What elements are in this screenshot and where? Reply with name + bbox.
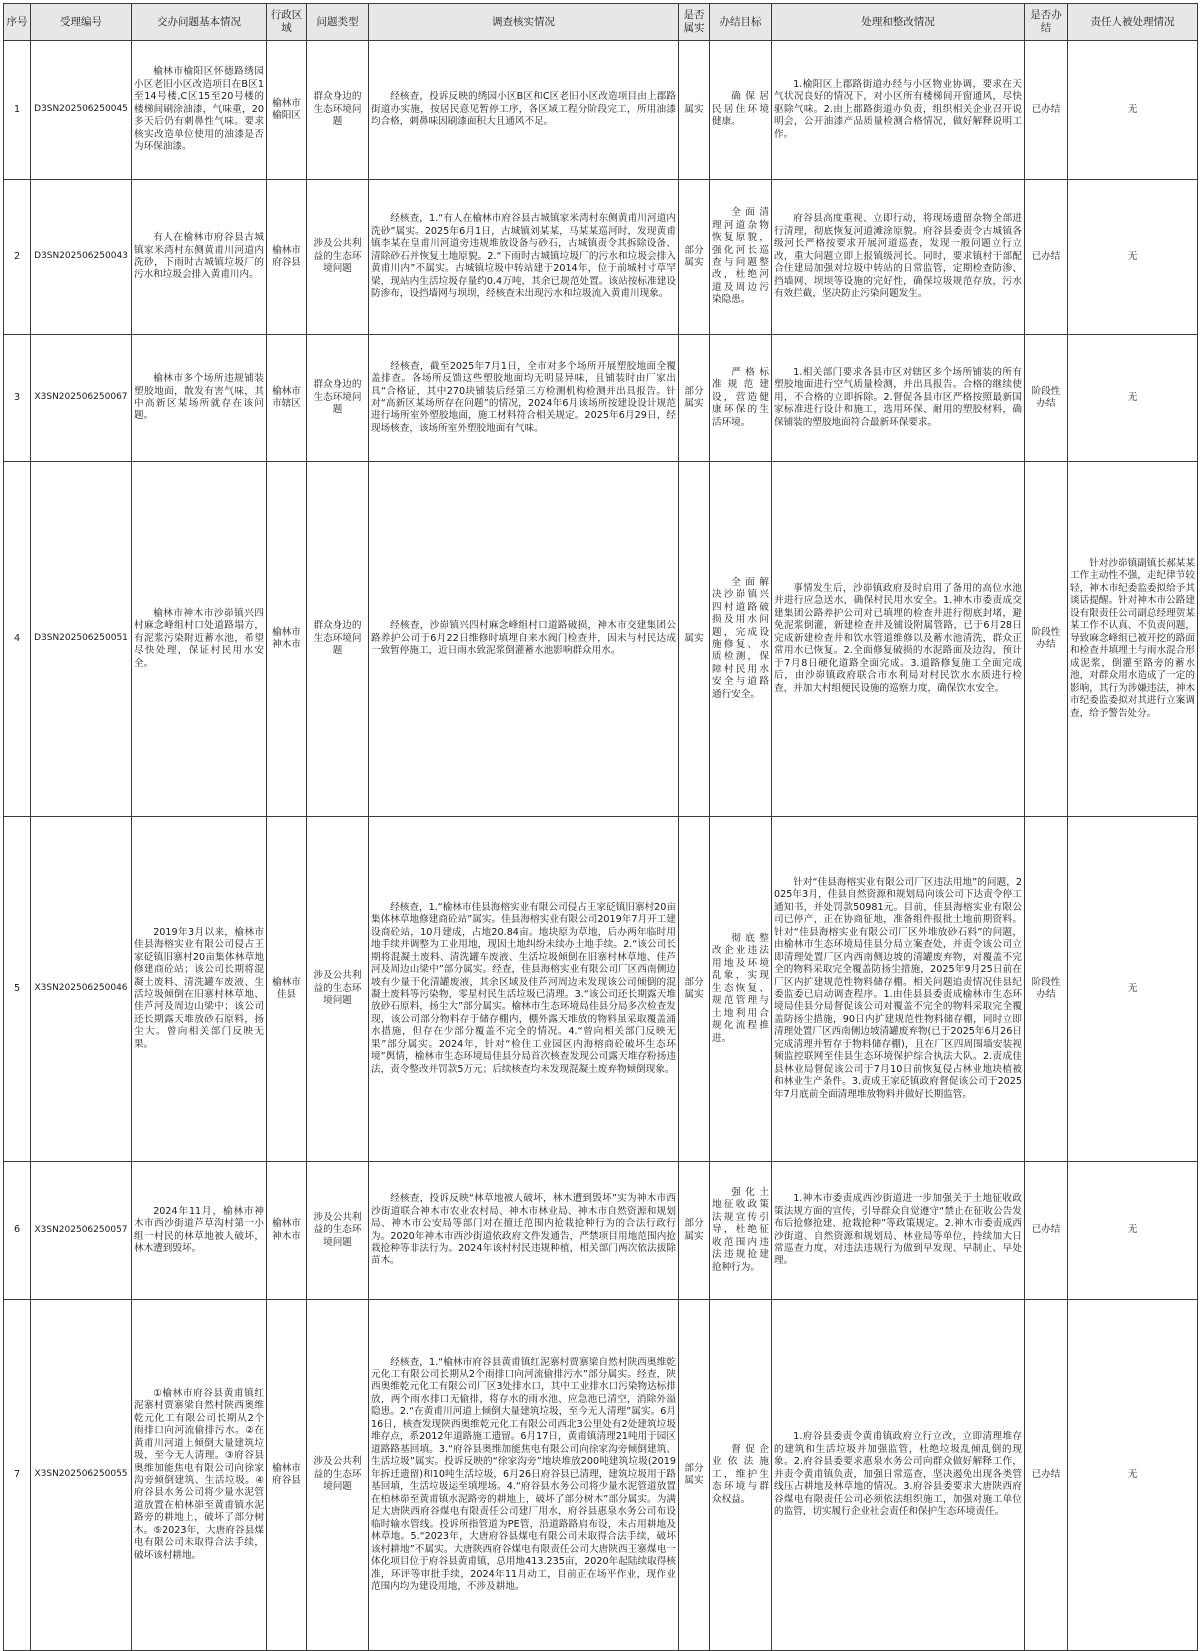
table-row [4,41,1198,180]
punishment: 无 [1068,180,1198,335]
table-row [4,462,1198,817]
case-id: X3SN202506250055 [31,1300,132,1651]
case-table [3,3,1198,1651]
row-number: 6 [4,1162,31,1300]
admin-area: 榆林市佳县 [267,817,307,1162]
row-number: 3 [4,335,31,462]
rectification: 1.神木市委责成西沙街道进一步加强关于土地征收政策法规方面的宣传，引导群众自觉遵守“禁止在征收公告发布后抢修抢建、抢栽抢种”等政策规定。2.神木市委责成西沙街道、自然资源和规划局、林业局等单位，持续加大日常巡查力度，对违法违规行为做到早发现、早制止、早处理。 [772,1162,1025,1300]
is-done: 阶段性办结 [1025,462,1068,817]
investigation-result: 经核查，投诉反映“林草地被人破坏，林木遭到毁坏”实为神木市西沙街道联合神木市农业农村局、神木市林业局、神木市自然资源和规划局、神木市公安局等部门对在擅迁范围内抢栽抢种行为的合法行政行为。2020年神木市西沙街道依政府文件发通告，严禁项目用地范围内抢栽抢种等非法行为。2024年该村村民违规种植，相关部门两次依法拔除苗木。 [369,1162,679,1300]
header-goal: 办结目标 [710,4,772,41]
is-done: 已办结 [1025,41,1068,180]
header-type: 问题类型 [307,4,369,41]
rectification: 府谷县高度重视、立即行动，将现场遗留杂物全部进行清理，彻底恢复河道滩涂原貌。府谷县委责令古城镇各级河长严格按要求开展河道巡查，发现一般问题立行立改，重大问题立即上报镇级河长。同时，要求镇村干部配合住建局加强对垃圾中转站的日常监管，定期检查防渗、挡墙网、坝坝等设施的完好性，确保垃圾规范存放，污水有效拦截，坚决防止污染问题发生。 [772,180,1025,335]
investigation-result: 经核查，1.“有人在榆林市府谷县古城镇家米湾村东侧黄甫川河道内洗砂”属实。2025年6月1日，古城镇刘某某，马某某巡河时，发现黄甫镇李某在皇甫川河道旁违规堆放设备与砂石，古城镇责令其拆除设备、清除砂石并恢复土地原貌。2.“下雨时古城镇垃圾厂的污水和垃圾会排入黄甫川内”不属实。古城镇垃圾中转站建于2014年，位于前城村寸草罕梁，现站内生活垃圾存量约0.4万吨，其余已规范处置。该站按标准建设防渗布，设挡墙网与坝坝，经核查未出现污水和垃圾流入黄甫川现象。 [369,180,679,335]
punishment: 无 [1068,335,1198,462]
investigation-result: 经核查，1.“榆林市府谷县黄甫镇红泥寨村贾寨梁自然村陕西奥维乾元化工有限公司长期从2个雨排口向河流偷排污水”部分属实。经查，陕西奥维乾元化工有限公司厂区3处排水口，其中工业排水口污染物达标排放，两个雨水排口无偷排，将存水的雨水池、应急池已清空，消除外溢隐患。2.“在黄甫川河道上倾倒大量建筑垃圾，至今无人清理”属实。6月16日，核查发现陕西奥维乾元化工有限公司西北3公里处有2处建筑垃圾堆存点，系2012年道路施工遗留。6月17日，黄甫镇清理21吨用于园区道路路基回填。3.“府谷县奥维加能焦电有限公司向徐家沟旁倾倒建筑、生活垃圾”属实。投诉反映的“徐家沟旁”地块堆放200吨建筑垃圾(2019年拆迁遗留)和10吨生活垃圾，6月26日府谷县已清理，建筑垃圾用于路基回填，生活垃圾运至填埋场。4.“府谷县水务公司将少量水泥管道放置在柏林峁至黄甫镇水泥路旁的耕地上，破坏了部分树木”部分属实。为满足大唐陕西府谷煤电有限责任公司建厂用水，府谷县惠泉水务公司布设临时输水管线。投诉所指管道为PE管，沿道路路肩布设，未占用耕地及林草地。5.“2023年，大唐府谷县煤电有限公司未取得合法手续，破坏该村耕地”不属实。大唐陕西府谷煤电有限责任公司大唐陕西王寨煤电一体化项目位于府谷县黄甫镇，总用地413.235亩，2020年起陆续取得核准，环评等审批手续，2024年11月动工，目前正在场平作业，现作业范围内均为建设用地，不涉及耕地。 [369,1300,679,1651]
table-row [4,180,1198,335]
header-row [4,4,1198,41]
header-is-true: 是否属实 [679,4,710,41]
admin-area: 榆林市神木市 [267,462,307,817]
case-id: X3SN202506250046 [31,817,132,1162]
row-number: 4 [4,462,31,817]
completion-goal: 全面清理河道杂物恢复原貌，强化河长巡查与问题整改，杜绝河道及周边污染隐患。 [710,180,772,335]
admin-area: 榆林市榆阳区 [267,41,307,180]
issue-description: 有人在榆林市府谷县古城镇家米湾村东侧黄甫川河道内洗砂，下雨时古城镇垃圾厂的污水和垃圾会排入黄甫川内。 [132,180,267,335]
header-investigation: 调查核实情况 [369,4,679,41]
issue-description: 榆林市榆阳区怀德路绣园小区老旧小区改造项目在B区1至14号楼,C区15至20号楼的楼梯间刷涂油漆，气味重，20多天后仍有刺鼻性气味。要求核实改造单位使用的油漆是否为环保油漆。 [132,41,267,180]
table-row [4,817,1198,1162]
punishment: 无 [1068,1162,1198,1300]
completion-goal: 确保居民居住环境健康。 [710,41,772,180]
header-no: 序号 [4,4,31,41]
row-number: 2 [4,180,31,335]
table-row [4,1300,1198,1651]
issue-type: 涉及公共利益的生态环境问题 [307,1162,369,1300]
investigation-result: 经核查，截至2025年7月1日，全市对多个场所开展塑胶地面全覆盖排查。各场所反馈这些塑胶地面均无明显异味，且铺装时由厂家出具“合格证，其中270块铺装后经第三方检测机构检测并出具报告。针对“高新区某场所存在问题”的情况，2024年6月该场所按建设设计规范进行场所室外塑胶地面，施工材料符合相关规定。2025年6月29日，经现场核查，该场所室外塑胶地面有气味。 [369,335,679,462]
punishment: 无 [1068,817,1198,1162]
header-issue: 交办问题基本情况 [132,4,267,41]
rectification: 针对“佳县海榕实业有限公司厂区违法用地”的问题，2025年3月，佳县自然资源和规划局向该公司下达责令停工通知书，并处罚款50981元。目前，佳县海榕实业有限公司已停产，正在协商征地，准备组件报批土地前期资料。针对“佳县海榕实业有限公司厂区外堆放砂石料”的问题，由榆林市生态环境局佳县分局立案查处，并责令该公司立即清理处置厂区内西南侧边坡的清罐废弃物，对覆盖不完全的物料采取完全覆盖防扬尘措施，2025年9月25日前在厂区内扩建规范性物料储存棚。相关问题追责情况佳县纪委监委已启动调查程序。1.由佳县县委责成榆林市生态环境局佳县分局督促该公司对覆盖不完全的物料采取完全覆盖防扬尘措施，90日内扩建规范性物料储存棚，同时立即清理处置厂区西南侧边坡清罐废弃物(已于2025年6月26日完成清理并暂存于物料储存棚)，且在厂区四周围墙安装视频监控联网至佳县生态环境保护综合执法大队。2.责成佳县林业局督促该公司于7月10日前恢复侵占林业地块植被和林业生产条件。3.责成王家砭镇政府督促该公司于2025年7月底前全面清理堆放物料并做好长期监管。 [772,817,1025,1162]
is-true: 部分属实 [679,817,710,1162]
punishment: 无 [1068,41,1198,180]
is-true: 部分属实 [679,335,710,462]
issue-description: 榆林市神木市沙峁镇兴四村麻念峰组村口处道路塌方，有泥浆污染附近蓄水池，希望尽快处理，保证村民用水安全。 [132,462,267,817]
is-done: 阶段性办结 [1025,817,1068,1162]
rectification: 1.相关部门要求各县市区对辖区多个场所铺装的所有塑胶地面进行空气质量检测，并出具报告。合格的继续使用，不合格的立即拆除。2.督促各县市区严格按照最新国家标准进行设计和施工，选用环保、耐用的塑胶材料，确保铺装的塑胶地面符合最新环保要求。 [772,335,1025,462]
admin-area: 榆林市市辖区 [267,335,307,462]
case-id: X3SN202506250057 [31,1162,132,1300]
completion-goal: 强化土地征收政策法规宣传引导，杜绝征收范围内违法违规抢建抢种行为。 [710,1162,772,1300]
rectification: 1.府谷县委责令黄甫镇政府立行立改，立即清理堆存的建筑和生活垃圾并加强监管，杜绝垃圾乱倾乱倒的现象。2.府谷县委要求惠泉水务公司向群众做好解释工作，并责令黄甫镇负责，加强日常巡查，坚决遏免出现各类管线压占耕地及林草地的情况。3.府谷县委要求大唐陕西府谷煤电有限责任公司必须依法组织施工，加强对施工单位的监管，切实履行企业社会责任和保护生态环境责任。 [772,1300,1025,1651]
issue-description: 榆林市多个场所违规铺装塑胶地面，散发有害气味，其中高新区某场所就存在该问题。 [132,335,267,462]
issue-type: 涉及公共利益的生态环境问题 [307,1300,369,1651]
rectification: 事情发生后，沙峁镇政府及时启用了备用的高位水池并进行应急送水，确保村民用水安全。1.神木市委责成交建集团公路养护公司对已填埋的检查井进行彻底封堵，避免泥浆倒灌，新建检查井及铺设附属管路，已于6月28日完成新建检查井和饮水管道维修以及蓄水池清洗，群众正常用水已恢复。2.全面修复破损的水泥路面及边沟，预计于7月8日硬化道路全面完成。3.道路修复施工全面完成后，由沙峁镇政府联合市水利局对村民饮水水质进行检查，并加大村组便民设施的巡察力度，确保饮水安全。 [772,462,1025,817]
admin-area: 榆林市府谷县 [267,1300,307,1651]
case-id: D3SN202506250043 [31,180,132,335]
header-rectification: 处理和整改情况 [772,4,1025,41]
issue-description: 2024年11月，榆林市神木市西沙街道芦草沟村第一小组一村民的林草地被人破坏，林木遭到毁坏。 [132,1162,267,1300]
issue-type: 群众身边的生态环境问题 [307,41,369,180]
header-is-done: 是否办结 [1025,4,1068,41]
case-id: D3SN202506250051 [31,462,132,817]
row-number: 5 [4,817,31,1162]
is-true: 属实 [679,462,710,817]
is-done: 已办结 [1025,180,1068,335]
issue-type: 群众身边的生态环境问题 [307,335,369,462]
is-done: 已办结 [1025,1162,1068,1300]
issue-type: 涉及公共利益的生态环境问题 [307,180,369,335]
completion-goal: 彻底整改企业违法用地及环境乱象，实现生态恢复、规范管理与土地利用合规化流程推进。 [710,817,772,1162]
completion-goal: 全面解决沙峁镇兴四村道路破损及用水问题，完成设施修复、水质检测，保障村民用水安全与道路通行安全。 [710,462,772,817]
is-true: 部分属实 [679,180,710,335]
is-true: 部分属实 [679,1162,710,1300]
issue-type: 涉及公共利益的生态环境问题 [307,817,369,1162]
investigation-result: 经核查，沙峁镇兴四村麻念峰组村口道路破损，神木市交建集团公路养护公司于6月22日维修时填埋自来水阀门检查井，因未与村民达成一致暂停施工，近日雨水致泥浆倒灌蓄水池影响群众用水。 [369,462,679,817]
punishment: 针对沙峁镇副镇长郝某某工作主动性不强，走纪律节较轻，神木市纪委监委拟给予其谈话提醒。针对神木市公路建设有限责任公司副总经理贺某某工作不认真、不负责问题，导致麻念峰组已被开挖的路面和检查井填埋土与雨水混合形成泥浆，倒灌至路旁的蓄水池，对群众用水造成了一定的影响，其行为涉嫌违法，神木市纪委监委拟对其进行立案调查，给予警告处分。 [1068,462,1198,817]
row-number: 1 [4,41,31,180]
header-case-id: 受理编号 [31,4,132,41]
is-true: 属实 [679,41,710,180]
rectification: 1.榆阳区上郡路街道办经与小区物业协调，要求在天气状况良好的情况下，对小区所有楼梯间开窗通风，尽快驱除气味。2.由上郡路街道办负责，组织相关企业召开说明会，公开油漆产品质量检测合格情况，做好解释说明工作。 [772,41,1025,180]
investigation-result: 经核查，1.“榆林市佳县海榕实业有限公司侵占王家砭镇旧寨村20亩集体林草地修建商砼站”属实。佳县海榕实业有限公司2019年7月开工建设商砼站，10月建成，占地20.84亩。地块原为草地，后办两年临时用地手续并调整为工业用地，现因土地纠纷未续办土地手续。2.“该公司长期将混凝土废料、清洗罐车废液、生活垃圾倾倒在旧寨村林草地、佳芦河及周边山梁中”部分属实。经查，佳县海榕实业有限公司厂区西南侧边坡有少量干化清罐废液，其余区域及佳芦河周边未发现该公司倾倒的混凝土废料等污染物，零星村民生活垃圾已清理。3.“该公司还长期露天堆放砂石原料，扬尘大”部分属实。榆林市生态环境局佳县分局多次检查发现，该公司部分物料存于储存棚内，棚外露天堆放的物料虽采取覆盖涌水措施，但存在少部分覆盖不完全的情况。4.“曾向相关部门反映无果”部分属实。2024年，针对“检住工业园区内海榕商砼破坏生态环境”舆情，榆林市生态环境局佳县分局首次核查发现公司露天堆存粉扬违法，责令整改并罚款5万元；后续核查均未发现混凝土废弃物倾倒现象。 [369,817,679,1162]
admin-area: 榆林市府谷县 [267,180,307,335]
punishment: 无 [1068,1300,1198,1651]
table-row [4,335,1198,462]
row-number: 7 [4,1300,31,1651]
issue-description: 2019年3月以来，榆林市佳县海榕实业有限公司侵占王家砭镇旧寨村20亩集体林草地修建商砼站；该公司长期将混凝土废料、清洗罐车废液、生活垃圾倾倒在旧寨村林草地、佳芦河及周边山梁中；该公司还长期露天堆放砂石原料，扬尘大。曾向相关部门反映无果。 [132,817,267,1162]
case-id: X3SN202506250067 [31,335,132,462]
is-true: 部分属实 [679,1300,710,1651]
table-row [4,1162,1198,1300]
is-done: 阶段性办结 [1025,335,1068,462]
header-area: 行政区域 [267,4,307,41]
completion-goal: 严格标准规范建设，营造健康环保的生活环境。 [710,335,772,462]
completion-goal: 督促企业依法施工，维护生态环境与群众权益。 [710,1300,772,1651]
is-done: 已办结 [1025,1300,1068,1651]
admin-area: 榆林市神木市 [267,1162,307,1300]
investigation-result: 经核查，投诉反映的绣园小区B区和C区老旧小区改造项目由上郡路街道办实施，按居民意见暂停工序，各区域工程分阶段完工，所用油漆均合格，刺鼻味因刷漆面积大且通风不足。 [369,41,679,180]
issue-description: ①榆林市府谷县黄甫镇红泥寨村贾寨梁自然村陕西奥维乾元化工有限公司长期从2个雨排口向河流偷排污水。②在黄甫川河道上倾倒大量建筑垃圾，至今无人清理。③府谷县奥维加能焦电有限公司向徐家沟旁倾倒建筑、生活垃圾。④府谷县水务公司将少量水泥管道放置在柏林峁至黄甫镇水泥路旁的耕地上，破坏了部分树木。⑤2023年，大唐府谷县煤电有限公司未取得合法手续，破坏该村耕地。 [132,1300,267,1651]
case-id: D3SN202506250045 [31,41,132,180]
header-punishment: 责任人被处理情况 [1068,4,1198,41]
issue-type: 群众身边的生态环境问题 [307,462,369,817]
